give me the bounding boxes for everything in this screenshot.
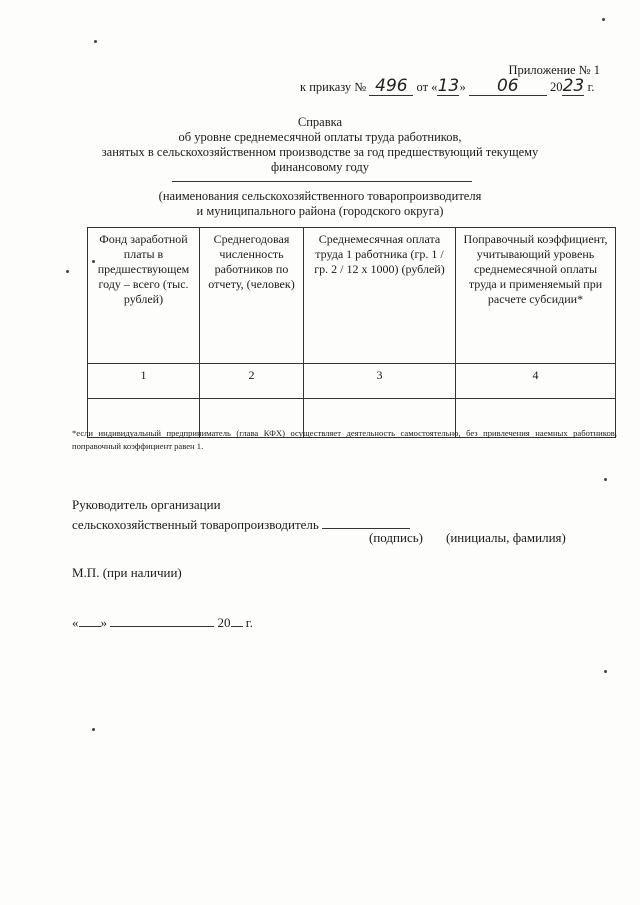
column-number-4: 4 [456,364,616,399]
producer-label-text: сельскохозяйственный товаропроизводитель [72,517,319,532]
order-year: 23 [562,76,585,96]
date-open-quote: « [72,615,79,630]
scan-speck [604,478,607,481]
date-year-end: г. [245,615,253,630]
order-month-field [469,78,547,96]
head-label: Руководитель организации [72,497,221,512]
scan-speck [92,728,95,731]
header-cell-headcount: Среднегодовая численность работников по отчету, (человек) [200,228,304,364]
date-year-field[interactable] [231,612,243,627]
signature-caption: (подпись) [369,530,423,545]
date-close-quote: » [100,615,107,630]
date-day-field[interactable] [79,612,101,627]
date-line [72,612,253,631]
header-cell-avg-pay: Среднемесячная оплата труда 1 работника (гр. 1 / гр. 2 / 12 х 1000) (рублей) [304,228,456,364]
column-number-2: 2 [200,364,304,399]
order-year-field [562,78,584,96]
table-number-row [88,364,616,399]
order-month: 06 [496,76,519,96]
title-line-4: финансовому году [271,160,369,174]
salary-table [87,227,616,438]
producer-name-line [172,181,472,182]
order-number: 496 [375,76,408,96]
scan-speck [94,40,97,43]
signature-line[interactable] [322,514,410,529]
title-line-2: об уровне среднемесячной оплаты труда работников, [178,130,462,144]
scan-speck [602,18,605,21]
appendix-label: Приложение № 1 [508,63,600,77]
stamp-label: М.П. (при наличии) [72,565,182,580]
order-line [300,78,594,96]
order-day-close: » [459,80,466,94]
date-month-field[interactable] [110,612,214,627]
scan-speck [604,670,607,673]
header-cell-coefficient: Поправочный коэффициент, учитывающий уровень среднемесячной оплаты труда и применяемый при расчете субсидии* [456,228,616,364]
producer-caption-2: и муниципального района (городского округа) [196,204,444,218]
order-day-field [437,78,459,96]
title-main: Справка [297,115,343,129]
order-day: 13 [437,76,460,96]
order-year-end: г. [587,80,595,94]
header-cell-fund: Фонд заработной платы в предшествующем году – всего (тыс. рублей) [88,228,200,364]
table-header-row [88,228,616,364]
column-number-3: 3 [304,364,456,399]
order-prefix: к приказу № [300,80,367,94]
scan-speck [92,260,95,263]
order-number-field [369,78,413,96]
title-line-3: занятых в сельскохозяйственном производстве за год предшествующий текущему [101,145,539,159]
producer-caption-1: (наименования сельскохозяйственного товаропроизводителя [158,189,482,203]
order-year-prefix: 20 [549,80,563,94]
name-caption: (инициалы, фамилия) [446,530,566,545]
order-from-label: от « [416,80,438,94]
producer-label [72,514,410,533]
scan-speck [66,270,69,273]
footnote: *если индивидуальный предприниматель (глава КФХ) осуществляет деятельность самостоятельно, без привлечения наемных работников, поправочный коэффициент равен 1. [72,428,617,451]
date-year-prefix: 20 [217,615,231,630]
column-number-1: 1 [88,364,200,399]
